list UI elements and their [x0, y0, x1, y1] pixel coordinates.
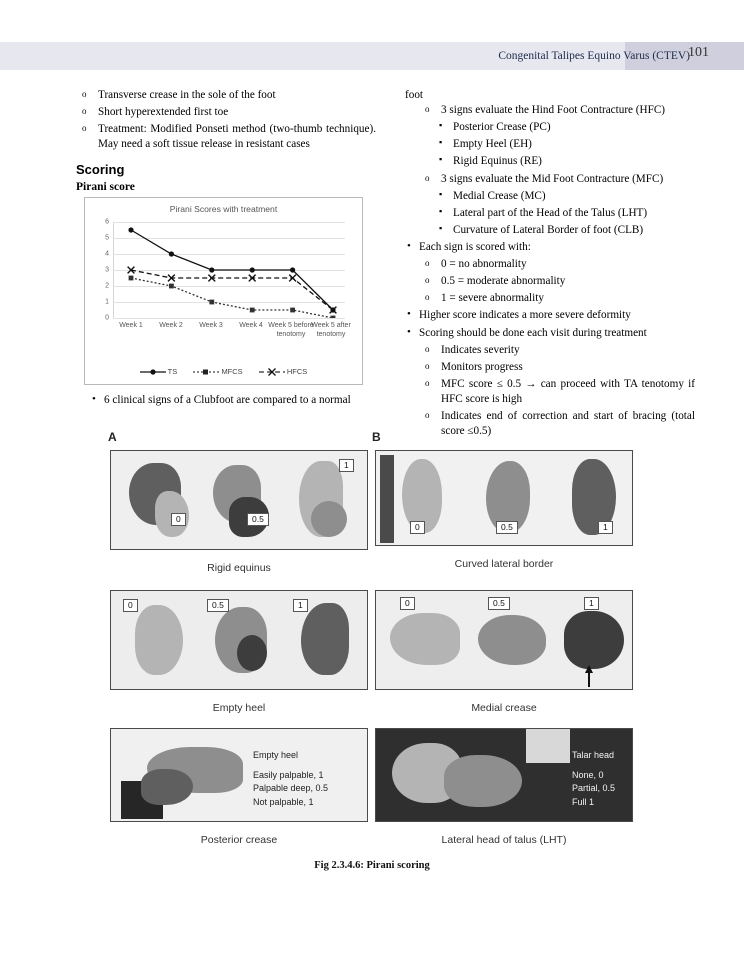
- y-tick-label: 1: [105, 298, 109, 306]
- list-item: o 0.5 = moderate abnormality: [419, 274, 695, 289]
- score-chip: 0.5: [247, 513, 269, 526]
- list-item: ▪ Posterior Crease (PC): [433, 120, 695, 135]
- score-chip: 1: [598, 521, 613, 534]
- pointer-arrow-icon: [585, 665, 593, 673]
- list-item: o Indicates end of correction and start of bracing (total score ≤0.5): [419, 409, 695, 439]
- legend-marker-ts: [140, 368, 166, 376]
- photo-background: [380, 455, 394, 543]
- score-chip: 1: [293, 599, 308, 612]
- photo-panel-medial-crease: [375, 590, 633, 690]
- x-tick-label: Week 4: [239, 322, 263, 330]
- clinical-photo: [311, 501, 347, 537]
- photo-panel-curved-lateral-border: [375, 450, 633, 546]
- list-item: • 6 clinical signs of a Clubfoot are compared to a normal: [90, 393, 376, 408]
- photo-panel-lateral-head-of-talus: [375, 728, 633, 822]
- panel-legend-line: Partial, 0.5: [572, 783, 616, 793]
- list-item: o 1 = severe abnormality: [419, 291, 695, 306]
- list-item: ▪ Empty Heel (EH): [433, 137, 695, 152]
- right-column: [405, 88, 695, 441]
- photo-background: [526, 729, 570, 763]
- list-item: • Higher score indicates a more severe deformity: [405, 308, 695, 323]
- gridline: [105, 314, 345, 322]
- y-tick-label: 5: [105, 234, 109, 242]
- list-item: • Each sign is scored with:: [405, 240, 695, 255]
- panel-caption: Posterior crease: [200, 834, 278, 846]
- score-chip: 0: [171, 513, 186, 526]
- chart-plot-area: [105, 218, 345, 322]
- list-item: o Monitors progress: [419, 360, 695, 375]
- panel-legend: [572, 749, 615, 809]
- pirani-score-chart: [84, 197, 363, 385]
- clinical-photo: [478, 615, 546, 665]
- clinical-photo: [564, 611, 624, 669]
- score-chip: 0.5: [207, 599, 229, 612]
- panel-caption: Lateral head of talus (LHT): [441, 834, 567, 846]
- list-item: ▪ Medial Crease (MC): [433, 189, 695, 204]
- panel-legend: [253, 749, 328, 809]
- panel-legend-title: Empty heel: [253, 750, 299, 760]
- photo-panel-empty-heel: [110, 590, 368, 690]
- clinical-photo: [135, 605, 183, 675]
- left-top-list: [76, 88, 376, 152]
- pointer-arrow-stem: [588, 673, 590, 687]
- panel-caption: Medial crease: [471, 702, 537, 714]
- panel-legend-line: Easily palpable, 1: [253, 769, 324, 780]
- panel-legend-line: None, 0: [572, 769, 604, 780]
- y-tick-label: 6: [105, 218, 109, 226]
- list-item: ▪ Curvature of Lateral Border of foot (CLB): [433, 223, 695, 238]
- panel-label-b: B: [372, 430, 381, 444]
- photo-panel-rigid-equinus: [110, 450, 368, 550]
- x-tick-label: Week 2: [159, 322, 183, 330]
- chart-legend: [85, 367, 362, 376]
- page-number: 101: [688, 45, 709, 60]
- score-chip: 0.5: [496, 521, 518, 534]
- legend-entry-mfcs: [193, 367, 242, 376]
- panel-legend-line: Full 1: [572, 796, 595, 807]
- list-item: o Treatment: Modified Ponseti method (two-thumb technique). May need a soft tissue release in resistant cases: [76, 122, 376, 152]
- clinical-photo: [390, 613, 460, 665]
- clinical-photo: [237, 635, 267, 671]
- score-chip: 0.5: [488, 597, 510, 610]
- clinical-photo: [444, 755, 522, 807]
- panel-legend-line: Not palpable, 1: [253, 796, 314, 807]
- list-item: o MFC score ≤ 0.5 → can proceed with TA tenotomy if HFC score is high: [419, 377, 695, 407]
- score-chip: 0: [400, 597, 415, 610]
- list-item: o 0 = no abnormality: [419, 257, 695, 272]
- legend-label: HFCS: [286, 367, 308, 377]
- list-item: ▪ Lateral part of the Head of the Talus (LHT): [433, 206, 695, 221]
- list-item: • Scoring should be done each visit during treatment: [405, 326, 695, 341]
- panel-legend-line: Palpable deep, 0.5: [253, 783, 329, 793]
- list-item: o 3 signs evaluate the Mid Foot Contracture (MFC): [419, 172, 695, 187]
- right-list: [405, 103, 695, 439]
- panel-caption: Rigid equinus: [207, 562, 271, 574]
- subheading-pirani-score: Pirani score: [76, 181, 135, 194]
- score-chip: 1: [339, 459, 354, 472]
- legend-label: TS: [167, 367, 178, 377]
- left-column: [76, 88, 376, 411]
- panel-label-a: A: [108, 430, 117, 444]
- list-item: o 3 signs evaluate the Hind Foot Contracture (HFC): [419, 103, 695, 118]
- y-tick-label: 2: [105, 282, 109, 290]
- section-heading-scoring: Scoring: [76, 162, 125, 178]
- x-tick-label: Week 5 after tenotomy: [311, 322, 351, 339]
- score-chip: 1: [584, 597, 599, 610]
- list-item: ▪ Rigid Equinus (RE): [433, 154, 695, 169]
- panel-legend-title: Talar head: [572, 750, 615, 760]
- x-tick-label: Week 3: [199, 322, 223, 330]
- chart-series-svg: [113, 222, 345, 318]
- x-tick-label: Week 1: [119, 322, 143, 330]
- y-tick-label: 4: [105, 250, 109, 258]
- score-chip: 0: [123, 599, 138, 612]
- legend-label: MFCS: [221, 367, 243, 377]
- chart-title: Pirani Scores with treatment: [169, 204, 278, 215]
- panel-caption: Empty heel: [212, 702, 266, 714]
- x-tick-label: Week 5 before tenotomy: [268, 322, 314, 339]
- column-continuation-word: foot: [405, 89, 424, 101]
- left-bottom-list: [76, 393, 376, 408]
- list-item: o Indicates severity: [419, 343, 695, 358]
- list-item: o Short hyperextended first toe: [76, 105, 376, 120]
- score-chip: 0: [410, 521, 425, 534]
- running-head-title: Congenital Talipes Equino Varus (CTEV): [498, 50, 690, 62]
- figure-caption: Fig 2.3.4.6: Pirani scoring: [314, 860, 430, 871]
- legend-marker-hfcs: [259, 368, 285, 376]
- legend-entry-hfcs: [259, 367, 308, 376]
- photo-panel-posterior-crease: [110, 728, 368, 822]
- y-tick-label: 0: [105, 314, 109, 322]
- legend-marker-mfcs: [193, 368, 219, 376]
- y-tick-label: 3: [105, 266, 109, 274]
- chart-x-axis-labels: [113, 322, 351, 368]
- list-item: o Transverse crease in the sole of the foot: [76, 88, 376, 103]
- clinical-photo: [301, 603, 349, 675]
- panel-caption: Curved lateral border: [454, 558, 554, 570]
- legend-entry-ts: [140, 367, 178, 376]
